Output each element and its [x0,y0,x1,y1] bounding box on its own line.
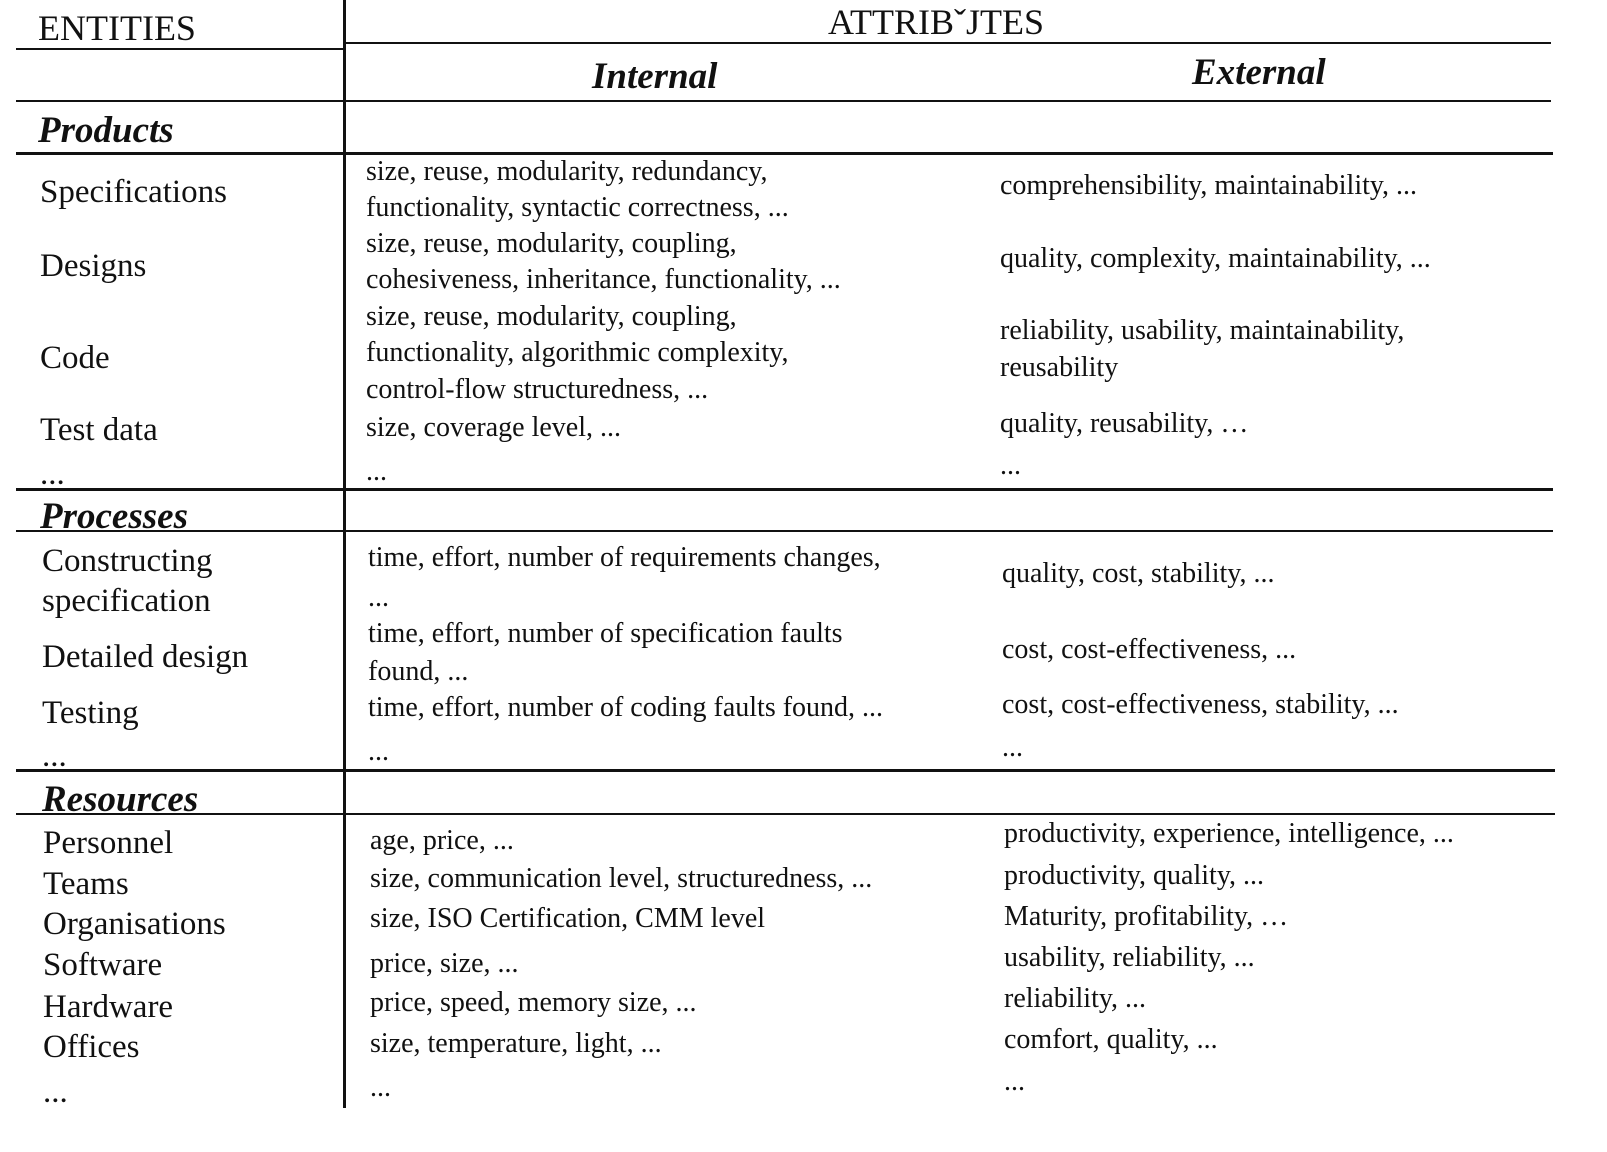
attributes-header: ATTRIBˇJTES [828,2,1044,42]
entity-name: Offices [43,1029,140,1065]
section-title-processes: Processes [40,496,188,537]
entity-name: ... [42,738,67,774]
entity-name: Hardware [43,989,174,1025]
subheader-rule [16,100,1551,102]
internal-header: Internal [592,56,718,97]
entity-name: Designs [40,248,147,284]
internal-attributes: size, reuse, modularity, coupling, [366,301,737,332]
external-attributes: reliability, usability, maintainability, [1000,315,1405,346]
column-divider [343,0,346,1108]
external-attributes: comfort, quality, ... [1004,1024,1218,1055]
external-attributes: ... [1004,1066,1025,1097]
entity-name: Test data [40,412,158,448]
entity-name: specification [42,583,211,619]
external-attributes: quality, cost, stability, ... [1002,558,1275,589]
processes-title-rule [16,530,1553,532]
external-attributes: usability, reliability, ... [1004,942,1255,973]
external-attributes: quality, reusability, … [1000,408,1249,439]
external-attributes: cost, cost-effectiveness, stability, ... [1002,689,1399,720]
entity-name: Organisations [43,906,226,942]
external-attributes: productivity, quality, ... [1004,860,1264,891]
internal-attributes: cohesiveness, inheritance, functionality, ... [366,264,841,295]
external-attributes: quality, complexity, maintainability, ... [1000,243,1431,274]
internal-attributes: age, price, ... [370,825,514,856]
external-attributes: ... [1000,450,1021,481]
internal-attributes: found, ... [368,656,469,687]
entity-name: Constructing [42,543,213,579]
entity-name: ... [40,456,65,492]
internal-attributes: size, communication level, structuredness, ... [370,863,873,894]
external-attributes: cost, cost-effectiveness, ... [1002,634,1297,665]
internal-attributes: functionality, syntactic correctness, ... [366,192,789,223]
entity-name: Teams [43,866,129,902]
internal-attributes: size, ISO Certification, CMM level [370,903,766,934]
processes-end-rule [16,769,1555,772]
internal-attributes: ... [366,456,387,487]
external-attributes: ... [1002,732,1023,763]
internal-attributes: control-flow structuredness, ... [366,374,709,405]
products-title-rule [16,152,1553,155]
internal-attributes: ... [368,736,389,767]
internal-attributes: price, speed, memory size, ... [370,987,697,1018]
entity-name: Software [43,947,163,983]
external-attributes: reusability [1000,352,1119,383]
entities-header: ENTITIES [38,8,196,48]
internal-attributes: size, reuse, modularity, redundancy, [366,156,768,187]
resources-title-rule [16,813,1555,815]
internal-attributes: time, effort, number of coding faults found, ... [368,692,884,723]
internal-attributes: time, effort, number of requirements changes, [368,542,881,573]
external-attributes: comprehensibility, maintainability, ... [1000,170,1418,201]
internal-attributes: size, reuse, modularity, coupling, [366,228,737,259]
entity-name: Specifications [40,174,227,210]
internal-attributes: time, effort, number of specification faults [368,618,843,649]
entity-name: Personnel [43,825,174,861]
external-attributes: reliability, ... [1004,983,1147,1014]
entity-name: Testing [42,695,139,731]
attributes-header-rule [343,42,1551,44]
entities-header-rule [16,48,343,50]
entity-name: Detailed design [42,639,249,675]
external-attributes: productivity, experience, intelligence, ... [1004,818,1454,849]
entity-name: Code [40,340,110,376]
internal-attributes: ... [368,582,389,613]
section-title-resources: Resources [42,779,199,820]
internal-attributes: ... [370,1072,391,1103]
external-header: External [1192,52,1326,93]
products-end-rule [16,488,1553,491]
entity-name: ... [43,1074,68,1110]
section-title-products: Products [38,110,174,151]
internal-attributes: size, coverage level, ... [366,412,621,443]
internal-attributes: functionality, algorithmic complexity, [366,337,789,368]
internal-attributes: size, temperature, light, ... [370,1028,662,1059]
external-attributes: Maturity, profitability, … [1004,901,1289,932]
internal-attributes: price, size, ... [370,948,519,979]
